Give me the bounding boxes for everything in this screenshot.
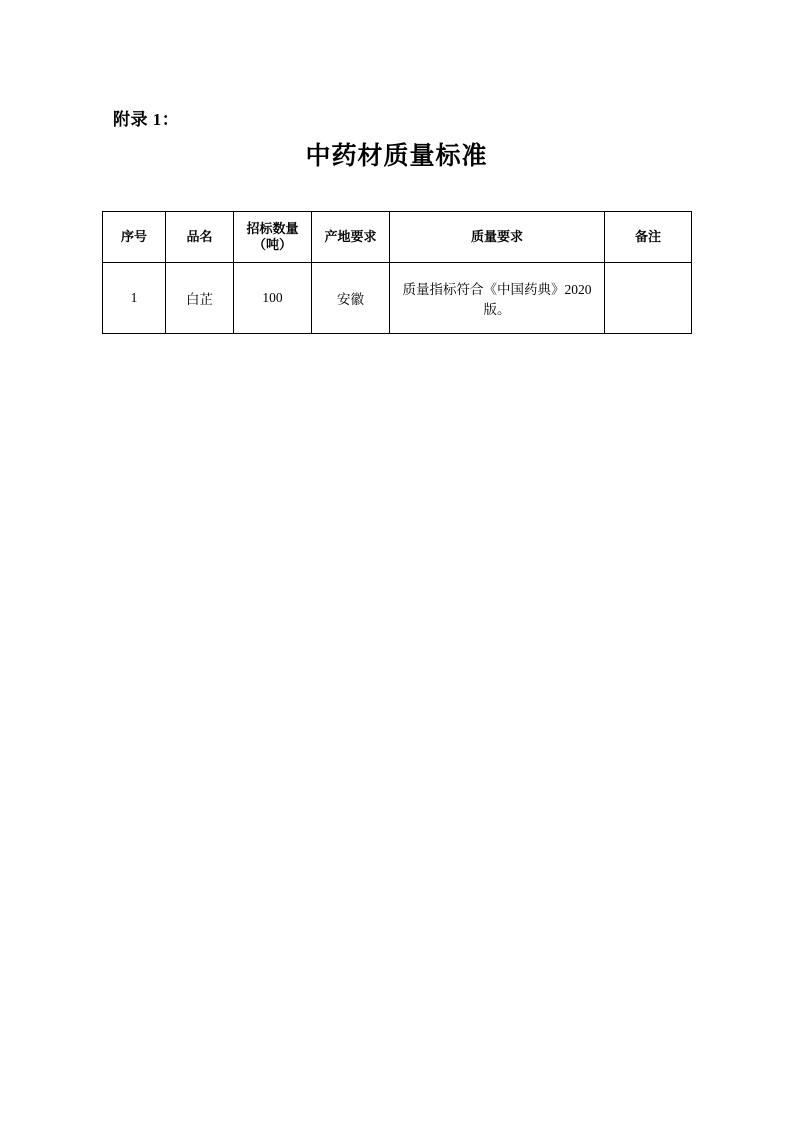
quality-standard-table-wrapper xyxy=(102,211,691,334)
cell-quantity: 100 xyxy=(234,263,312,334)
column-header-remark: 备注 xyxy=(605,212,692,263)
cell-origin: 安徽 xyxy=(312,263,390,334)
table-body xyxy=(103,263,692,334)
column-header-origin: 产地要求 xyxy=(312,212,390,263)
cell-no: 1 xyxy=(103,263,166,334)
cell-quality: 质量指标符合《中国药典》2020 版。 xyxy=(390,263,605,334)
column-header-quantity-line2: （吨） xyxy=(252,237,292,252)
table-header-row xyxy=(103,212,692,263)
page-title: 中药材质量标准 xyxy=(305,143,488,170)
table-header xyxy=(103,212,692,263)
column-header-no: 序号 xyxy=(103,212,166,263)
quality-standard-table xyxy=(102,211,692,334)
appendix-label: 附录 1： xyxy=(113,110,180,129)
column-header-name: 品名 xyxy=(166,212,234,263)
cell-name: 白芷 xyxy=(166,263,234,334)
column-header-quantity xyxy=(234,212,312,263)
column-header-quantity-line1: 招标数量 xyxy=(246,220,299,236)
cell-remark xyxy=(605,263,692,334)
table-row xyxy=(103,263,692,334)
column-header-quality: 质量要求 xyxy=(390,212,605,263)
